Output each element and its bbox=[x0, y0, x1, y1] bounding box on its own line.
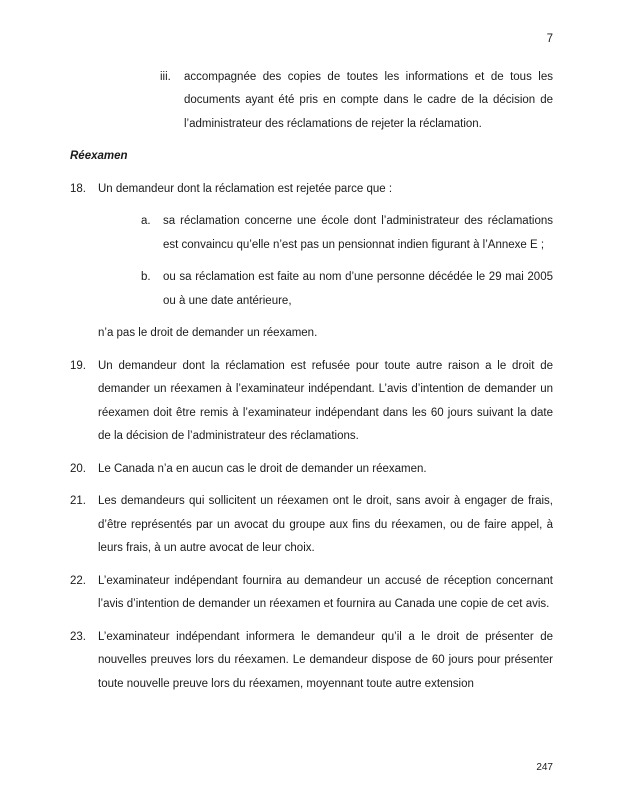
paragraph-22-text: L’examinateur indépendant fournira au demandeur un accusé de réception concernant l’avis d’intention de demander un réexamen et fournira au Canada une copie de cet avis. bbox=[98, 574, 553, 610]
paragraph-21-text: Les demandeurs qui sollicitent un réexamen ont le droit, sans avoir à engager de frais, d’être représentés par un avocat du groupe aux fins du réexamen, ou de faire appel, à leurs frais, à un autre avocat de leur choix. bbox=[98, 495, 553, 554]
paragraph-22 bbox=[70, 570, 553, 617]
sub-item-a-text: sa réclamation concerne une école dont l’administrateur des réclamations est convaincu qu’elle n’est pas un pensionnat indien figurant à l’Annexe E ; bbox=[163, 215, 553, 251]
sub-item-a bbox=[141, 210, 553, 257]
paragraph-18 bbox=[70, 178, 553, 346]
paragraph-19 bbox=[70, 355, 553, 449]
list-item-iii-text: accompagnée des copies de toutes les informations et de tous les documents ayant été pris en compte dans le cadre de la décision de l’administrateur des réclamations de rejeter la réclamation. bbox=[184, 70, 553, 130]
list-item-iii-marker: iii. bbox=[160, 70, 171, 83]
paragraph-number: 22. bbox=[70, 574, 86, 587]
sub-item-b-marker: b. bbox=[141, 271, 151, 283]
footer-page-number: 247 bbox=[536, 762, 553, 773]
paragraph-number: 19. bbox=[70, 359, 86, 372]
paragraph-18-body bbox=[98, 178, 553, 346]
paragraph-number: 21. bbox=[70, 495, 86, 507]
paragraph-20 bbox=[70, 458, 553, 482]
sub-item-a-marker: a. bbox=[141, 215, 151, 227]
paragraph-19-text: Un demandeur dont la réclamation est refusée pour toute autre raison a le droit de demander un réexamen à l’examinateur indépendant. L’avis d’intention de demander un réexamen doit être remis à l’examinateur indépendant dans les 60 jours suivant la date de la décision de l’administrateur des réclamations. bbox=[98, 359, 553, 442]
paragraph-20-text: Le Canada n’a en aucun cas le droit de demander un réexamen. bbox=[98, 462, 427, 475]
paragraph-23-text: L’examinateur indépendant informera le demandeur qu’il a le droit de présenter de nouvelles preuves lors du réexamen. Le demandeur dispose de 60 jours pour présenter toute nouvelle preuve lors du réexamen, moyennant toute autre extension bbox=[98, 630, 553, 690]
paragraph-number: 23. bbox=[70, 630, 86, 643]
section-heading-reexamen: Réexamen bbox=[70, 150, 128, 162]
paragraph-number: 20. bbox=[70, 462, 86, 475]
paragraph-number: 18. bbox=[70, 182, 86, 195]
paragraph-23 bbox=[70, 626, 553, 697]
list-item-iii bbox=[70, 66, 553, 137]
sub-item-b-text: ou sa réclamation est faite au nom d’une personne décédée le 29 mai 2005 ou à une date antérieure, bbox=[163, 271, 553, 307]
paragraph-18-intro: Un demandeur dont la réclamation est rejetée parce que : bbox=[98, 182, 393, 195]
paragraph-18-closing: n’a pas le droit de demander un réexamen. bbox=[98, 327, 318, 339]
header-page-number: 7 bbox=[546, 33, 553, 45]
paragraph-21 bbox=[70, 490, 553, 561]
sub-item-b bbox=[141, 266, 553, 313]
